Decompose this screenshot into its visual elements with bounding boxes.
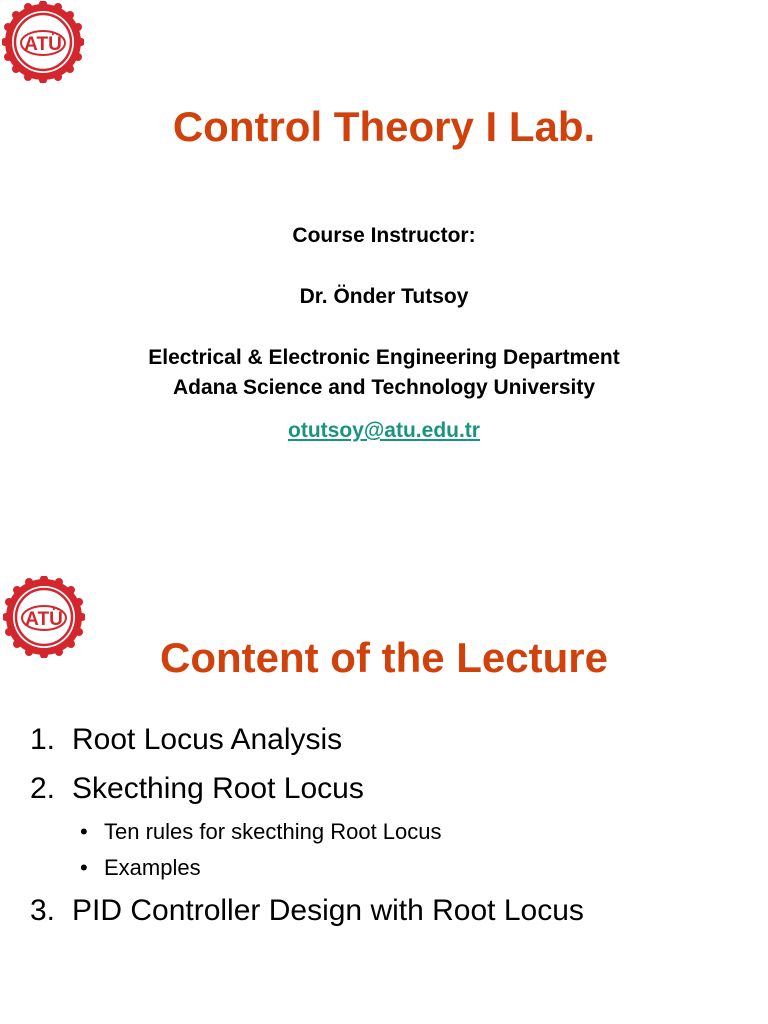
list-item (30, 893, 584, 929)
bullet-icon: • (80, 855, 88, 880)
instructor-name: Dr. Önder Tutsoy (299, 285, 469, 308)
instructor-label: Course Instructor: (292, 224, 476, 247)
contents-slide (0, 560, 768, 1024)
slide-title: Content of the Lecture (160, 634, 608, 681)
list-item (30, 771, 364, 807)
sub-list-item (80, 818, 442, 846)
email-link[interactable]: otutsoy@atu.edu.tr (288, 419, 480, 442)
sub-list-text: Ten rules for skecthing Root Locus (104, 819, 442, 844)
slide-title: Control Theory I Lab. (172, 103, 596, 150)
bullet-icon: • (80, 819, 88, 844)
list-item (30, 722, 342, 758)
list-number: 1. (30, 723, 56, 756)
list-text: PID Controller Design with Root Locus (72, 894, 584, 927)
university: Adana Science and Technology University (172, 376, 596, 399)
logo-text: ATÜ (24, 34, 62, 55)
department: Electrical & Electronic Engineering Department (148, 346, 620, 369)
sub-list-text: Examples (104, 855, 201, 880)
list-text: Root Locus Analysis (72, 723, 343, 756)
sub-list-item (80, 854, 201, 882)
logo-text: ATÜ (25, 609, 63, 630)
atu-logo (2, 1, 84, 83)
list-number: 3. (30, 894, 56, 927)
email-container (0, 416, 768, 446)
list-number: 2. (30, 772, 56, 805)
list-text: Skecthing Root Locus (72, 772, 364, 805)
